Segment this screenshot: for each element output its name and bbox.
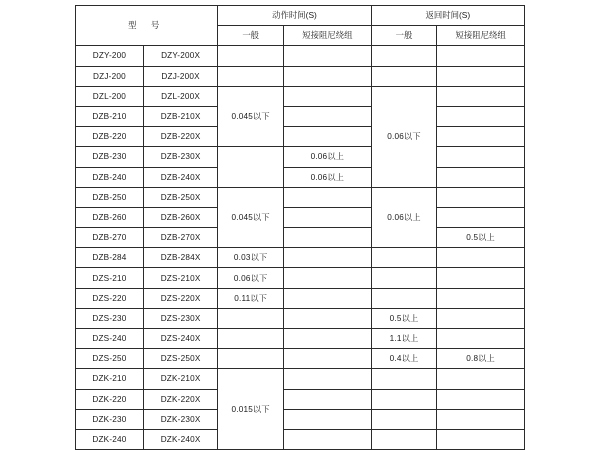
cell-action-normal [218, 308, 284, 328]
cell-return-damping [437, 248, 525, 268]
cell-model-b: DZS-220X [143, 288, 217, 308]
table-row [76, 308, 525, 328]
table-row [76, 106, 525, 126]
table-body [76, 46, 525, 450]
cell-model-b: DZB-260X [143, 207, 217, 227]
cell-action-damping [284, 349, 372, 369]
table-row [76, 369, 525, 389]
column-header-action-normal: 一般 [218, 26, 284, 46]
cell-return-normal [371, 409, 437, 429]
cell-model-b: DZB-250X [143, 187, 217, 207]
cell-action-damping [284, 369, 372, 389]
table-row [76, 66, 525, 86]
cell-model-b: DZY-200X [143, 46, 217, 66]
cell-model-a: DZB-260 [76, 207, 144, 227]
cell-action-damping [284, 308, 372, 328]
cell-return-damping [437, 187, 525, 207]
cell-model-b: DZK-220X [143, 389, 217, 409]
cell-model-b: DZB-220X [143, 127, 217, 147]
cell-action-damping [284, 329, 372, 349]
cell-model-b: DZK-210X [143, 369, 217, 389]
cell-action-damping: 0.06以上 [284, 147, 372, 167]
cell-action-normal [218, 329, 284, 349]
column-group-header-action-time: 动作时间(S) [218, 6, 371, 26]
cell-return-damping [437, 127, 525, 147]
table-header-row-1 [76, 6, 525, 26]
cell-model-b: DZS-240X [143, 329, 217, 349]
cell-model-a: DZS-220 [76, 288, 144, 308]
cell-model-b: DZS-210X [143, 268, 217, 288]
cell-return-damping [437, 409, 525, 429]
cell-return-damping [437, 46, 525, 66]
cell-action-normal: 0.045以下 [218, 86, 284, 147]
cell-return-damping [437, 369, 525, 389]
cell-model-a: DZS-250 [76, 349, 144, 369]
table-row [76, 167, 525, 187]
cell-model-b: DZS-250X [143, 349, 217, 369]
cell-action-damping: 0.06以上 [284, 167, 372, 187]
cell-model-b: DZS-230X [143, 308, 217, 328]
cell-model-a: DZK-210 [76, 369, 144, 389]
table-row [76, 86, 525, 106]
table-row [76, 147, 525, 167]
table-row [76, 409, 525, 429]
cell-model-a: DZB-270 [76, 228, 144, 248]
cell-model-a: DZS-210 [76, 268, 144, 288]
cell-action-normal-blank [218, 147, 284, 187]
cell-model-b: DZB-240X [143, 167, 217, 187]
cell-action-damping [284, 248, 372, 268]
column-header-model: 型 号 [76, 6, 218, 46]
table-row [76, 349, 525, 369]
column-header-action-damping: 短接阻尼绕组 [284, 26, 372, 46]
cell-return-damping: 0.8以上 [437, 349, 525, 369]
table-row [76, 127, 525, 147]
cell-return-damping [437, 329, 525, 349]
cell-action-normal [218, 46, 284, 66]
cell-return-normal [371, 46, 437, 66]
cell-return-normal: 0.4以上 [371, 349, 437, 369]
cell-model-a: DZB-240 [76, 167, 144, 187]
table-row [76, 389, 525, 409]
cell-return-damping [437, 147, 525, 167]
cell-action-normal: 0.06以下 [218, 268, 284, 288]
cell-action-damping [284, 389, 372, 409]
column-header-return-damping: 短接阻尼绕组 [437, 26, 525, 46]
cell-action-damping [284, 268, 372, 288]
cell-action-damping [284, 288, 372, 308]
cell-return-damping [437, 268, 525, 288]
cell-return-normal [371, 268, 437, 288]
cell-return-damping [437, 207, 525, 227]
cell-return-normal [371, 429, 437, 449]
table-row [76, 329, 525, 349]
cell-action-normal: 0.11以下 [218, 288, 284, 308]
cell-action-damping [284, 409, 372, 429]
cell-return-normal [371, 369, 437, 389]
cell-return-normal [371, 248, 437, 268]
cell-action-damping [284, 207, 372, 227]
table-row [76, 207, 525, 227]
table-row [76, 248, 525, 268]
cell-model-a: DZY-200 [76, 46, 144, 66]
cell-model-a: DZB-220 [76, 127, 144, 147]
cell-action-damping [284, 86, 372, 106]
cell-action-normal [218, 349, 284, 369]
cell-return-damping [437, 429, 525, 449]
cell-return-damping [437, 86, 525, 106]
cell-return-normal: 0.5以上 [371, 308, 437, 328]
cell-model-b: DZK-230X [143, 409, 217, 429]
cell-return-normal [371, 66, 437, 86]
cell-action-damping [284, 106, 372, 126]
table-row [76, 228, 525, 248]
cell-return-normal: 0.06以下 [371, 86, 437, 187]
cell-action-damping [284, 187, 372, 207]
specification-table [75, 5, 525, 450]
cell-return-damping [437, 308, 525, 328]
cell-model-a: DZL-200 [76, 86, 144, 106]
cell-return-damping [437, 167, 525, 187]
cell-return-damping [437, 288, 525, 308]
cell-action-normal: 0.045以下 [218, 187, 284, 248]
cell-model-b: DZB-284X [143, 248, 217, 268]
cell-model-a: DZB-230 [76, 147, 144, 167]
table-header [76, 6, 525, 46]
cell-model-a: DZB-284 [76, 248, 144, 268]
cell-model-a: DZB-210 [76, 106, 144, 126]
table-row [76, 288, 525, 308]
table-row [76, 429, 525, 449]
cell-model-b: DZJ-200X [143, 66, 217, 86]
cell-model-a: DZK-240 [76, 429, 144, 449]
cell-action-damping [284, 46, 372, 66]
cell-return-damping [437, 106, 525, 126]
cell-return-damping: 0.5以上 [437, 228, 525, 248]
cell-model-b: DZK-240X [143, 429, 217, 449]
column-header-return-normal: 一般 [371, 26, 437, 46]
cell-model-b: DZB-270X [143, 228, 217, 248]
cell-model-b: DZL-200X [143, 86, 217, 106]
cell-action-damping [284, 127, 372, 147]
table-row [76, 268, 525, 288]
cell-model-b: DZB-210X [143, 106, 217, 126]
cell-return-normal [371, 389, 437, 409]
cell-action-normal: 0.015以下 [218, 369, 284, 450]
cell-model-a: DZK-220 [76, 389, 144, 409]
cell-action-normal [218, 66, 284, 86]
cell-model-b: DZB-230X [143, 147, 217, 167]
cell-model-a: DZS-230 [76, 308, 144, 328]
cell-action-damping [284, 429, 372, 449]
cell-return-normal [371, 288, 437, 308]
cell-return-damping [437, 389, 525, 409]
cell-action-damping [284, 66, 372, 86]
cell-return-damping [437, 66, 525, 86]
cell-model-a: DZB-250 [76, 187, 144, 207]
cell-action-normal: 0.03以下 [218, 248, 284, 268]
cell-model-a: DZJ-200 [76, 66, 144, 86]
cell-action-damping [284, 228, 372, 248]
cell-model-a: DZK-230 [76, 409, 144, 429]
column-group-header-return-time: 返回时间(S) [371, 6, 524, 26]
cell-return-normal: 0.06以上 [371, 187, 437, 248]
cell-model-a: DZS-240 [76, 329, 144, 349]
table-row [76, 46, 525, 66]
cell-return-normal: 1.1以上 [371, 329, 437, 349]
table-row [76, 187, 525, 207]
